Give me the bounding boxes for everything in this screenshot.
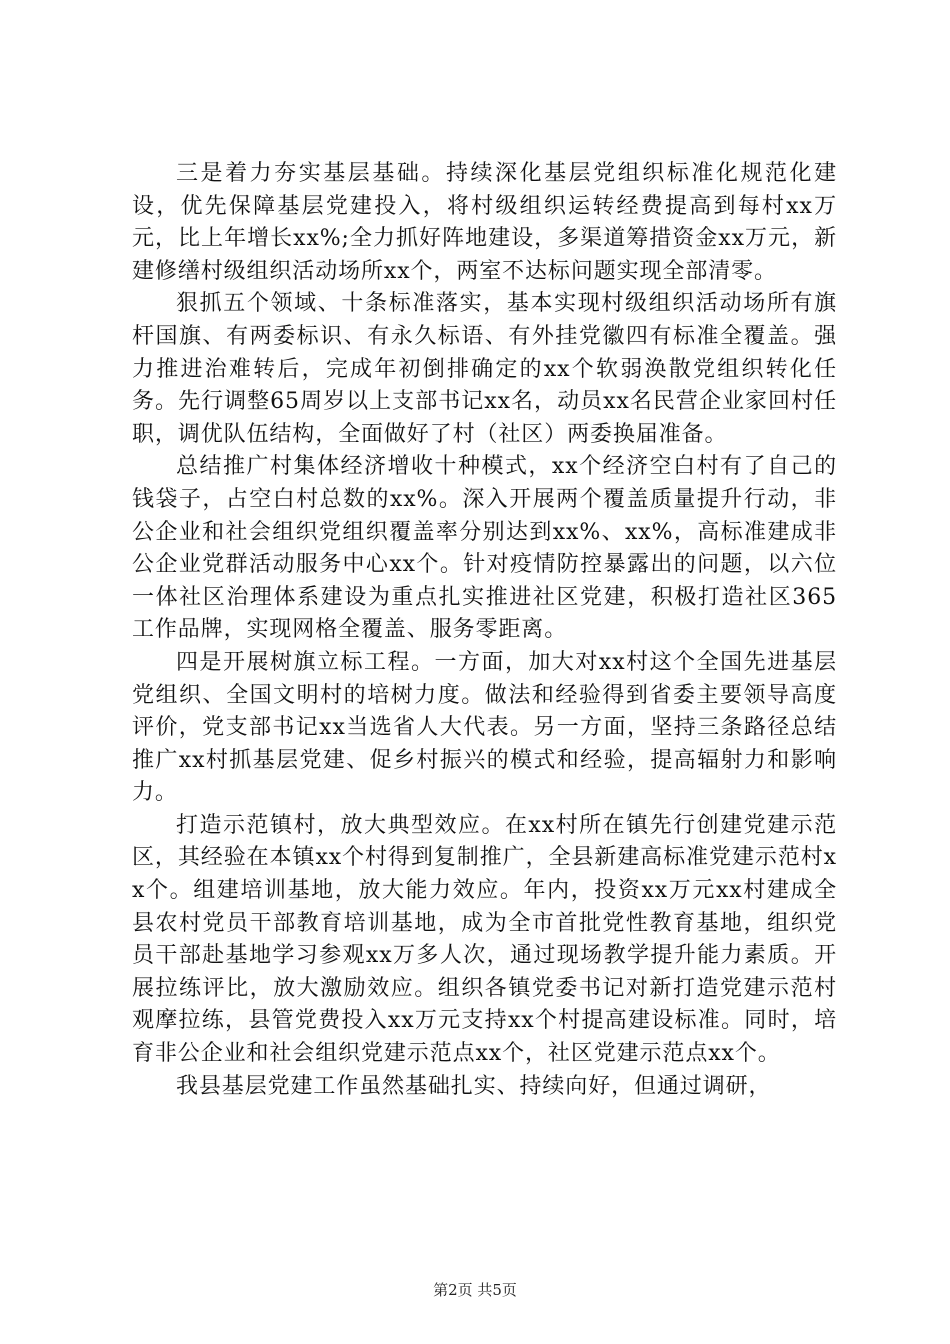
paragraph-6: 我县基层党建工作虽然基础扎实、持续向好，但通过调研， — [176, 1073, 772, 1099]
paragraph-4: 四是开展树旗立标工程。一方面，加大对xx村这个全国先进基层党组织、全国文明村的培树力度。做法和经验得到省委主要领导高度评价，党支部书记xx当选省人大代表。另一方面，坚持三条路径总结推广xx村抓基层党建、促乡村振兴的模式和经验，提高辐射力和影响力。 — [132, 649, 837, 806]
document-body — [132, 158, 837, 1103]
paragraph-2: 狠抓五个领域、十条标准落实，基本实现村级组织活动场所有旗杆国旗、有两委标识、有永久标语、有外挂党徽四有标准全覆盖。强力推进治难转后，完成年初倒排确定的xx个软弱涣散党组织转化任务。先行调整65周岁以上支部书记xx名，动员xx名民营企业家回村任职，调优队伍结构，全面做好了村（社区）两委换届准备。 — [132, 291, 837, 447]
paragraph-1: 三是着力夯实基层基础。持续深化基层党组织标准化规范化建设，优先保障基层党建投入，将村级组织运转经费提高到每村xx万元，比上年增长xx%;全力抓好阵地建设，多渠道筹措资金xx万元，新建修缮村级组织活动场所xx个，两室不达标问题实现全部清零。 — [132, 161, 837, 284]
paragraph-5: 打造示范镇村，放大典型效应。在xx村所在镇先行创建党建示范区，其经验在本镇xx个村得到复制推广，全县新建高标准党建示范村xx个。组建培训基地，放大能力效应。年内，投资xx万元xx村建成全县农村党员干部教育培训基地，成为全市首批党性教育基地，组织党员干部赴基地学习参观xx万多人次，通过现场教学提升能力素质。开展拉练评比，放大激励效应。组织各镇党委书记对新打造党建示范村观摩拉练，县管党费投入xx万元支持xx个村提高建设标准。同时，培育非公企业和社会组织党建示范点xx个，社区党建示范点xx个。 — [132, 812, 837, 1067]
page-footer: 第2页 共5页 — [433, 1281, 517, 1299]
paragraph-3: 总结推广村集体经济增收十种模式，xx个经济空白村有了自己的钱袋子，占空白村总数的xx%。深入开展两个覆盖质量提升行动，非公企业和社会组织党组织覆盖率分别达到xx%、xx%，高标准建成非公企业党群活动服务中心xx个。针对疫情防控暴露出的问题，以六位一体社区治理体系建设为重点扎实推进社区党建，积极打造社区365工作品牌，实现网格全覆盖、服务零距离。 — [132, 454, 837, 643]
